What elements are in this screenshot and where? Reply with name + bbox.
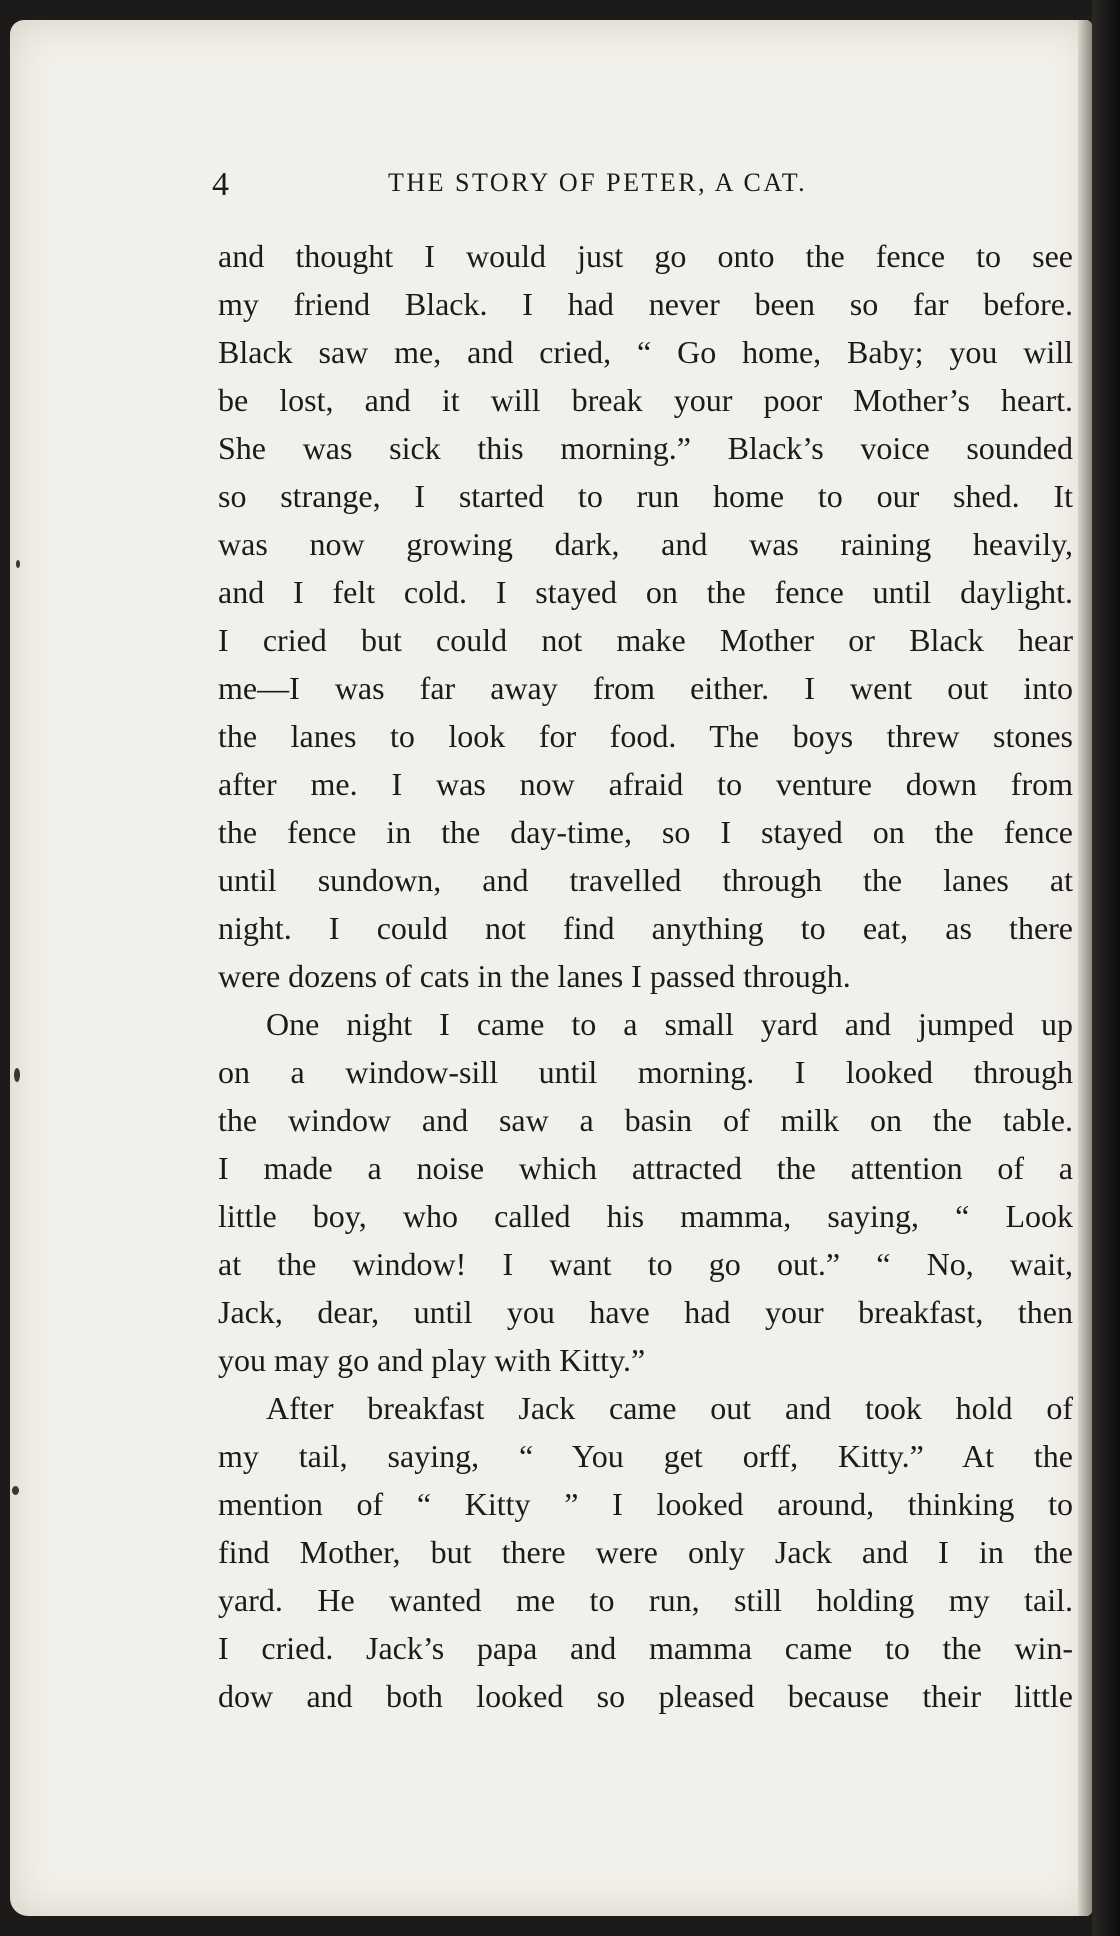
text-line: Jack, dear, until you have had your breakfast, then	[218, 1294, 1073, 1330]
running-header	[200, 164, 920, 208]
body-text	[218, 232, 1073, 1720]
text-line: yard. He wanted me to run, still holding my tail.	[218, 1582, 1073, 1618]
edge-speck	[12, 1486, 19, 1495]
text-line: I cried. Jack’s papa and mamma came to the win-	[218, 1630, 1073, 1666]
paragraph	[218, 232, 1073, 1000]
text-line: One night I came to a small yard and jumped up	[266, 1006, 1073, 1042]
text-line: after me. I was now afraid to venture down from	[218, 766, 1073, 802]
text-line: be lost, and it will break your poor Mother’s heart.	[218, 382, 1073, 418]
text-line: dow and both looked so pleased because their little	[218, 1678, 1073, 1714]
text-line: find Mother, but there were only Jack and I in the	[218, 1534, 1073, 1570]
text-line: After breakfast Jack came out and took hold of	[266, 1390, 1073, 1426]
text-line: Black saw me, and cried, “ Go home, Baby; you will	[218, 334, 1073, 370]
text-line: mention of “ Kitty ” I looked around, thinking to	[218, 1486, 1073, 1522]
text-line: I cried but could not make Mother or Black hear	[218, 622, 1073, 658]
page-edge-shadow	[1078, 20, 1092, 1916]
edge-speck	[14, 1068, 20, 1082]
text-line: and I felt cold. I stayed on the fence until daylight.	[218, 574, 1073, 610]
book-spine-edge	[1092, 0, 1120, 1936]
text-line: me—I was far away from either. I went out into	[218, 670, 1073, 706]
text-line: my tail, saying, “ You get orff, Kitty.” At the	[218, 1438, 1073, 1474]
paragraph	[218, 1000, 1073, 1384]
edge-speck	[16, 560, 20, 568]
text-line: was now growing dark, and was raining heavily,	[218, 526, 1073, 562]
paragraph	[218, 1384, 1073, 1720]
text-line: until sundown, and travelled through the lanes at	[218, 862, 1073, 898]
text-line: I made a noise which attracted the attention of a	[218, 1150, 1073, 1186]
text-line: the window and saw a basin of milk on the table.	[218, 1102, 1073, 1138]
text-line: night. I could not find anything to eat, as there	[218, 910, 1073, 946]
text-line: little boy, who called his mamma, saying, “ Look	[218, 1198, 1073, 1234]
text-line: so strange, I started to run home to our shed. It	[218, 478, 1073, 514]
text-line: and thought I would just go onto the fence to see	[218, 238, 1073, 274]
text-line: you may go and play with Kitty.”	[218, 1342, 646, 1378]
text-line: the lanes to look for food. The boys threw stones	[218, 718, 1073, 754]
text-line: my friend Black. I had never been so far before.	[218, 286, 1073, 322]
text-line: She was sick this morning.” Black’s voice sounded	[218, 430, 1073, 466]
running-title: THE STORY OF PETER, A CAT.	[388, 168, 808, 197]
text-line: on a window-sill until morning. I looked through	[218, 1054, 1073, 1090]
text-line: the fence in the day-time, so I stayed on the fence	[218, 814, 1073, 850]
text-line: at the window! I want to go out.” “ No, wait,	[218, 1246, 1073, 1282]
page-number: 4	[212, 166, 230, 203]
text-line: were dozens of cats in the lanes I passed through.	[218, 958, 851, 994]
